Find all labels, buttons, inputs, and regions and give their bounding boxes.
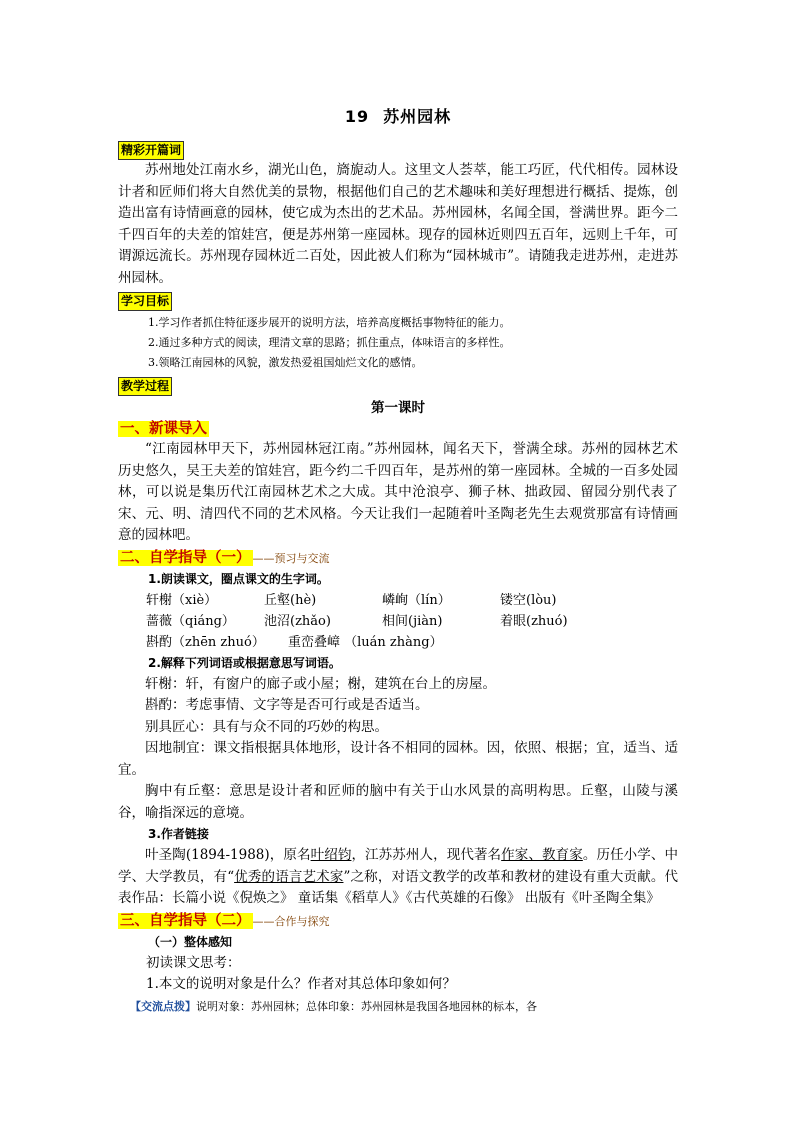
section-heading-text: 三、自学指导（二） — [120, 912, 251, 929]
vocab-word: 斟酌（zhēn zhuó） — [146, 634, 265, 650]
intro-tag: 精彩开篇词 — [118, 141, 184, 160]
discussion-text: 说明对象：苏州园林；总体印象：苏州园林是我国各地园林的标本，各 — [196, 999, 537, 1013]
section-heading — [118, 548, 678, 569]
lesson-number: 19 — [344, 107, 370, 126]
section-heading-text: 二、自学指导（一） — [120, 549, 251, 566]
vocab-row — [146, 611, 678, 632]
vocab-word: 嶙峋（lín） — [382, 592, 451, 608]
section-heading-note: ——合作与探究 — [252, 914, 330, 928]
goal-item: 3.领略江南园林的风貌，激发热爱祖国灿烂文化的感情。 — [148, 356, 423, 369]
author-roles: 作家、教育家 — [501, 847, 583, 863]
vocab-word: 相间(jiàn) — [382, 613, 443, 629]
document-page — [118, 104, 678, 1017]
intro-section — [118, 139, 678, 289]
process-section — [118, 375, 678, 418]
vocab-word: 着眼(zhuó) — [500, 613, 568, 629]
goals-section — [118, 290, 678, 373]
section-heading — [118, 419, 678, 439]
goals-list — [118, 313, 678, 373]
subheading: （一）整体感知 — [148, 934, 233, 949]
definition: 斟酌：考虑事情、文字等是否可行或是否适当。 — [145, 697, 429, 713]
lesson-title: 苏州园林 — [383, 107, 452, 126]
vocab-row — [146, 632, 678, 653]
goal-item: 1.学习作者抓住特征逐步展开的说明方法，培养高度概括事物特征的能力。 — [148, 316, 511, 329]
section-heading-text: 一、新课导入 — [120, 421, 207, 437]
vocab-row — [146, 590, 678, 611]
section-self-study-1 — [118, 548, 678, 910]
page-title — [118, 104, 678, 127]
question: 1.本文的说明对象是什么？作者对其总体印象如何？ — [146, 976, 456, 992]
discussion-note — [118, 996, 678, 1017]
vocab-word: 池沼(zhǎo) — [264, 613, 331, 629]
vocab-word: 重峦叠嶂 （luán zhàng） — [288, 634, 443, 650]
author-paragraph — [118, 845, 678, 910]
intro-paragraph: 苏州地处江南水乡，湖光山色，旖旎动人。这里文人荟萃，能工巧匠，代代相传。园林设计者和匠师们将大自然优美的景物，根据他们自己的艺术趣味和美好理想进行概括、提炼，创造出富有诗情画意的园林，使它成为杰出的艺术品。苏州园林，名闻全国，誉满世界。距今二千四百年的夫差的馆娃宫，便是苏州第一座园林。现存的园林近则四五百年，远则上千年，可谓源远流长。苏州现存园林近二百处，因此被人们称为“园林城市”。请随我走进苏州，走进苏州园林。 — [118, 162, 678, 286]
process-tag: 教学过程 — [118, 377, 172, 396]
author-original-name: 叶绍钧 — [310, 847, 352, 863]
subheading: 3.作者链接 — [148, 827, 209, 841]
author-text: 叶圣陶(1894-1988)，原名 — [145, 847, 311, 863]
vocab-word: 蔷薇（qiáng） — [146, 613, 235, 629]
vocab-word: 镂空(lòu) — [500, 592, 557, 608]
section-paragraph: “江南园林甲天下，苏州园林冠江南。”苏州园林，闻名天下，誉满全球。苏州的园林艺术历史悠久，吴王夫差的馆娃宫，距今约二千四百年，是苏州的第一座园林。全城的一百多处园林，可以说是集历代江南园林艺术之大成。其中沧浪亭、狮子林、拙政园、留园分别代表了宋、元、明、清四代不同的艺术风格。今天让我们一起随着叶圣陶老先生去观赏那富有诗情画意的园林吧。 — [118, 441, 678, 543]
goals-tag: 学习目标 — [118, 292, 172, 311]
section-heading — [118, 911, 678, 932]
author-text: ，江苏苏州人，现代著名 — [351, 847, 502, 863]
vocab-table — [118, 590, 678, 653]
text-line: 初读课文思考： — [146, 954, 241, 971]
goal-item: 2.通过多种方式的阅读，理清文章的思路；抓住重点，体味语言的多样性。 — [148, 336, 511, 349]
section-heading-note: ——预习与交流 — [252, 551, 330, 565]
definition: 轩榭：轩，有窗户的廊子或小屋；榭，建筑在台上的房屋。 — [145, 675, 496, 692]
subheading: 1.朗读课文，圈点课文的生字词。 — [148, 571, 329, 586]
section-new-lesson — [118, 419, 678, 547]
subheading: 2.解释下列词语或根据意思写词语。 — [148, 655, 341, 670]
lesson-period-heading: 第一课时 — [371, 400, 425, 416]
author-honorific: 优秀的语言艺术家 — [234, 868, 344, 885]
vocab-word: 轩榭（xiè） — [146, 592, 218, 608]
section-self-study-2 — [118, 911, 678, 1017]
discussion-label: 【交流点拨】 — [130, 999, 196, 1013]
vocab-word: 丘壑(hè) — [264, 592, 317, 608]
definition: 胸中有丘壑：意思是设计者和匠师的脑中有关于山水风景的高明构思。丘壑，山陵与溪谷，喻指深远的意境。 — [118, 783, 678, 821]
author-text: ”之称，对语文教学的改革和教材的建设有重大贡献。代表作品：长篇小说《倪焕之》 童话集《稻草人》《古代英雄的石像》 出版有《叶圣陶全集》 — [118, 868, 678, 906]
definition: 别具匠心：具有与众不同的巧妙的构思。 — [145, 718, 388, 735]
definition: 因地制宜：课文指根据具体地形，设计各不相同的园林。因，依照、根据；宜，适当、适宜。 — [118, 740, 678, 778]
author-text: 。历任小学、中学、大学教员，有“ — [118, 847, 679, 885]
